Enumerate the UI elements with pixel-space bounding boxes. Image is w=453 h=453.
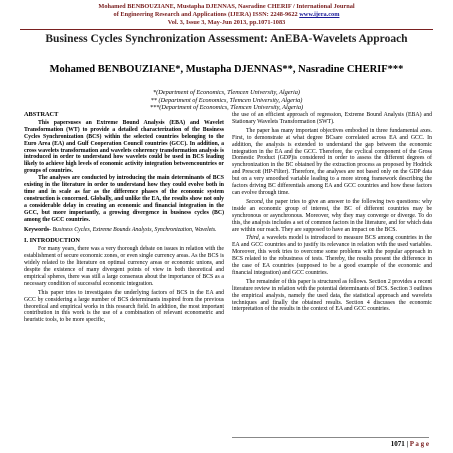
right-paragraph-2: The paper has many important objectives embodied in three fundamental axes. First, to demonstrate at what degree BCsare correlated across EA and GCC. In addition, the analysis is extended to understand the gap between the economic integration in the EA and the GCC. Therefore, the cyclical component of the Gross Domestic Product (GDP)is considered in order to assess the different degrees of synchronization in the BC obtained by the extraction process as proposed by Hodrick and Prescott (HP-Filter). Therefore, the analyses are not based only on the GDP data but on a very smoothed variable leading to a more strong framework describing the factors driving BC differentials among EA and GCC countries and how these factors can evolve through time. [232,127,432,196]
affiliations [20,89,433,112]
page-footer [391,440,429,448]
affiliation-1: *(Department of Economics, Tlemcen University, Algeria) [153,89,300,96]
paper-title: Business Cycles Synchronization Assessment: AnEBA-Wavelets Approach [45,33,408,45]
page-number: 1071 [390,440,405,448]
third-lead: Third, [246,235,261,242]
header-divider [20,29,433,30]
right-paragraph-5: The remainder of this paper is structured as follows. Section 2 provides a recent literature review in relation with the potential determinants of BCS. Section 3 outlines the empirical analysis, namely the used data, the statistical approach and wavelets techniques and finally the obtained results. Section 4 discusses the economic interpretation of the results in the context of EA and GCC countries. [232,278,432,313]
page-sep: | [404,440,410,448]
intro-paragraph-1: For many years, there was a very thorough debate on issues in relation with the establishment of secure economic zones, or even single currency areas. As the BCS is widely related to the literature on optimal currency areas or economic unions, and despite the existence of many divergent points of view in both theoretical and empirical spheres, there was still a large consensus about the importance of BCS as a necessary condition of successful economic integration. [24,246,224,287]
abstract-paragraph-2: The analyses are conducted by introducing the main determinants of BCS existing in the literature in order to understand how they could evolve both in time and in scale as far as the difference phases of the economic system construction is concerned. Globally, and unlike the EA, the results show not only a considerable delay in creating an economic and financial integration in the GCC, but more importantly, a growing divergence in business cycles (BC) among the GCC countries. [24,175,224,223]
journal-link[interactable]: www.ijera.com [299,11,340,18]
keywords-label: Keywords- [24,226,52,233]
second-lead: Second, [246,198,265,205]
keywords [24,227,224,234]
footer-divider [232,437,429,438]
right-paragraph-4 [232,235,432,276]
keywords-list: Business Cycles, Extreme Bounds Analysis, Synchronization, Wavelets. [52,226,217,233]
affiliation-2: ** (Department of Economics, Tlemcen University, Algeria) [150,96,303,104]
affiliation-3: ***(Department of Economics, Tlemcen University, Algeria) [149,104,304,112]
right-paragraph-1: the use of an efficient approach of regression, Extreme Bound Analysis (EBA) and Stationary Wavelets Transformation (SWT). [232,112,432,125]
abstract-heading: ABSTRACT [24,111,59,118]
third-text: a wavelets model is introduced to measure BCS among countries in the EA and GCC countries and to justify its relevance in relation with the used variables. Moreover, this work tries to overcome some problems with the popular approach in BCS related to the robustness of tests. Thereby, the results present the difference in the case of EA countries (supposed to be a good example of the economic and financial integration) and GCC countries. [232,235,432,276]
left-column [24,112,224,326]
right-paragraph-3 [232,199,432,234]
introduction-heading: I. INTRODUCTION [24,237,80,245]
header-line-3: Vol. 3, Issue 3, May-Jun 2013, pp.1071-1083 [167,19,286,26]
header-issn: of Engineering Research and Applications (IJERA) ISSN: 2248-9622 [113,11,298,18]
right-column [232,112,432,315]
intro-paragraph-2: This paper tries to investigates the underlying factors of BCS in the EA and GCC by considering a large number of BCS determinants inspired from the previous theoretical and empirical works in this research field. In addition, the most important contribution in this work is the use of a combination of relevant econometric and heuristic tools, to be more specific, [24,289,224,324]
header-line-1: Mohamed BENBOUZIANE, Mustapha DJENNAS, Nasradine CHERIF / International Journal [98,3,355,10]
second-text: the paper tries to give an answer to the following two questions: why inside an economic group of interest, the BC of different countries may be synchronous or asynchronous. Moreover, why they may converge or diverge. To do this, the analysis includes a set of common factors in the literature, and for which data are within our reach. They are supposed to have an impact on the BCS. [232,198,432,233]
header-line-2 [20,11,433,19]
paper-authors: Mohamed BENBOUZIANE*, Mustapha DJENNAS**, Nasradine CHERIF*** [49,64,404,75]
abstract-paragraph-1: This papersuses an Extreme Bound Analysis (EBA) and Wavelet Transformation (WT) to provide a detailed characterization of the Business Cycles Synchronization (BCS) within the selected countries belonging to the Euro Area (EA) and Gulf Cooperation Council countries (GCC). In addition, a cross wavelets transformation and wavelets coherency transformation analysis is introduced in order to understand how wavelets could be used in BCS leading likely to achieve high levels of economic activity integration betweencountries or groups of countries. [24,119,224,175]
page-label: P a g e [409,440,429,448]
journal-header [20,3,433,27]
